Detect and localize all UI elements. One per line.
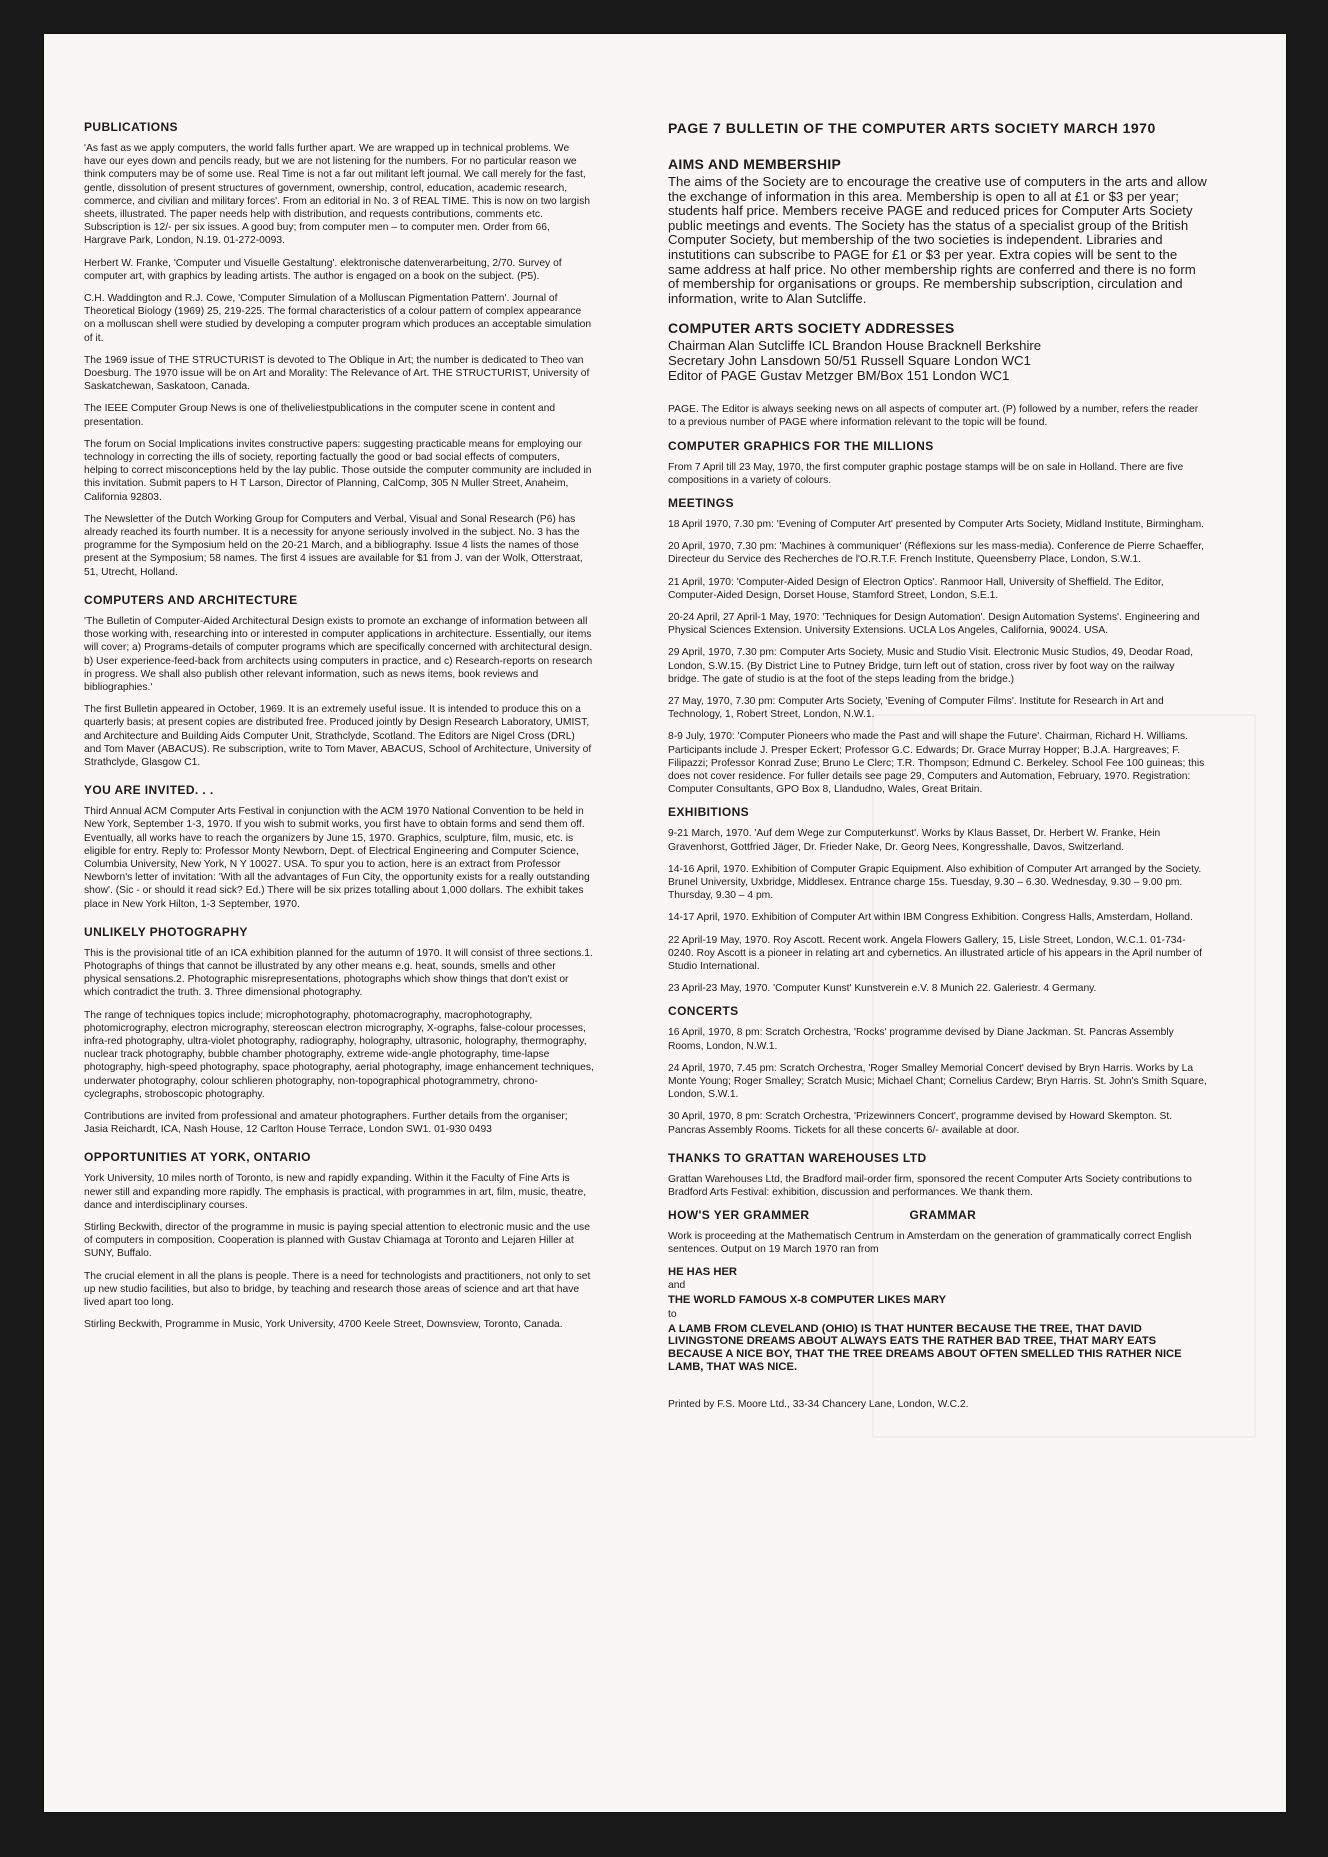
address-list xyxy=(668,339,1208,383)
address-line: Editor of PAGE Gustav Metzger BM/Box 151 London WC1 xyxy=(668,367,1010,383)
list-item: 29 April, 1970, 7.30 pm: Computer Arts Society, Music and Studio Visit. Electronic Music Studios, 49, Deodar Road, London, S.W.15. (By District Line to Putney Bridge, turn left out of station, cross river by foot way on the railway bridge. The gate of studio is at the foot of the steps leading from the bridge.) xyxy=(668,647,1194,685)
right-column xyxy=(668,120,1208,1410)
paragraph: Stirling Beckwith, director of the programme in music is paying special attention to electronic music and the use of computers in composition. Cooperation is planned with Gustav Chiamaga at Toronto and Lejaren Hiller at SUNY, Buffalo. xyxy=(84,1222,590,1260)
paragraph: Contributions are invited from professional and amateur photographers. Further details from the organiser; Jasia Reichardt, ICA, Nash House, 12 Carlton House Terrace, London SW1. 01-930 0493 xyxy=(84,1110,568,1136)
masthead: PAGE 7 BULLETIN OF THE COMPUTER ARTS SOCIETY MARCH 1970 xyxy=(668,120,1156,136)
list-item: 24 April, 1970, 7.45 pm: Scratch Orchestra, 'Roger Smalley Memorial Concert' devised by Bryn Harris. Works by La Monte Young; Roger Smalley; Scratch Music; Michael Chant; Cornelius Cardew; Bryn Harris. St. John's Smith Square, London, S.W.1. xyxy=(668,1062,1207,1101)
section-york xyxy=(84,1150,594,1331)
list-item: 18 April 1970, 7.30 pm: 'Evening of Computer Art' presented by Computer Arts Society, Midland Institute, Birmingham. xyxy=(668,518,1205,530)
paragraph: The aims of the Society are to encourage the creative use of computers in the arts and allow the exchange of information in this area. Membership is open to all at £1 or $3 per year; students half price. Members receive PAGE and reduced prices for Computer Arts Society public meetings and events. The Society has the status of a specialist group of the British Computer Society, but membership of the two societies is independent. Libraries and instutitions can subscribe to PAGE for £1 or $3 per year. Extra copies will be sent to the same address at half price. No other membership rights are conferred and there is no form of membership for organisations or groups. Re membership subscription, circulation and information, write to Alan Sutcliffe. xyxy=(668,174,1207,306)
section-heading: OPPORTUNITIES AT YORK, ONTARIO xyxy=(84,1150,311,1165)
left-column xyxy=(84,120,594,1345)
section-heading: MEETINGS xyxy=(668,495,734,510)
address-line: Secretary John Lansdown 50/51 Russell Square London WC1 xyxy=(668,352,1031,368)
paragraph: The Newsletter of the Dutch Working Group for Computers and Verbal, Visual and Sonal Research (P6) has already reached its fourth number. It is a necessity for anyone seriously involved in the subject. No. 3 has the programme for the Symposium held on the 20-21 March, and a bibliography. Issue 4 lists the names of those present at the Symposium; 58 names. The first 4 issues are available for $1 from J. van der Wolk, Otterstraat, 51, Utrecht, Holland. xyxy=(84,513,583,578)
paragraph: Grattan Warehouses Ltd, the Bradford mail-order firm, sponsored the recent Computer Arts Society contributions to Bradford Arts Festival: exhibition, discussion and performances. We thank them. xyxy=(668,1173,1192,1199)
printer-imprint: Printed by F.S. Moore Ltd., 33-34 Chancery Lane, London, W.C.2. xyxy=(668,1399,969,1411)
list-item: 14-17 April, 1970. Exhibition of Computer Art within IBM Congress Exhibition. Congress Halls, Amsterdam, Holland. xyxy=(668,912,1193,924)
section-heading: COMPUTERS AND ARCHITECTURE xyxy=(84,592,298,607)
section-heading: COMPUTER ARTS SOCIETY ADDRESSES xyxy=(668,320,955,337)
section-concerts xyxy=(668,1004,1208,1136)
paragraph: The forum on Social Implications invites constructive papers: suggesting practicable means for employing our technology in correcting the ills of society, reporting factually the good or bad social effects of computers, helping to correct misconceptions held by the lay public. Those outside the computer community are included in this invitation. Submit papers to H T Larson, Director of Planning, CalComp, 305 N Muller Street, Anaheim, California 92803. xyxy=(84,438,592,503)
section-addresses xyxy=(668,320,1208,383)
section-publications xyxy=(84,120,594,579)
list-item: 23 April-23 May, 1970. 'Computer Kunst' Kunstverein e.V. 8 Munich 22. Galeriestr. 4 Germany. xyxy=(668,983,1097,995)
section-grammer xyxy=(668,1208,1208,1373)
section-heading: AIMS AND MEMBERSHIP xyxy=(668,156,842,172)
section-architecture xyxy=(84,593,594,769)
list-item: 8-9 July, 1970: 'Computer Pioneers who made the Past and will shape the Future'. Chairman, Richard H. Williams. Participants include J. Presper Eckert; Professor G.C. Edwards; Dr. Grace Murray Hopper; B.J.A. Hargreaves; F. Filipazzi; Professor Konrad Zuse; Bruno Le Clerc; T.R. Thompson; Edmund C. Berkeley. School Fee 100 guineas; this does not cover residence. For fuller details see page 29, Computers and Automation, February, 1970. Registration: Computer Consultants, GPO Box 8, Llandudno, Wales, Great Britain. xyxy=(668,731,1205,796)
paragraph: 'The Bulletin of Computer-Aided Architectural Design exists to promote an exchange of information between all those working with, researching into or interested in computer applications in architecture. Essentially, our items will cover; a) Programs-details of computer programs which are specifically concerned with architectural design. b) User experience-feed-back from architects using computers in practice, and c) Research-reports on research in progress. We shall also publish other relevant information, such as news items, book reviews and bibliographies.' xyxy=(84,615,593,693)
section-heading-alt: GRAMMAR xyxy=(909,1208,977,1223)
address-line: Chairman Alan Sutcliffe ICL Brandon House Bracknell Berkshire xyxy=(668,338,1042,354)
section-heading: PUBLICATIONS xyxy=(84,120,178,134)
list-item: 20-24 April, 27 April-1 May, 1970: 'Techniques for Design Automation'. Design Automation Systems'. Engineering and Physical Sciences Extension. University Extensions. UCLA Los Angeles, California, 90024. USA. xyxy=(668,611,1200,637)
paragraph: Stirling Beckwith, Programme in Music, York University, 4700 Keele Street, Downsview, Toronto, Canada. xyxy=(84,1319,563,1331)
section-meetings xyxy=(668,496,1208,796)
grammar-output: HE HAS HER xyxy=(668,1265,737,1278)
section-invited xyxy=(84,783,594,911)
list-item: 14-16 April, 1970. Exhibition of Computer Grapic Equipment. Also exhibition of Computer Art arranged by the Society. Brunel University, Uxbridge, Middlesex. Entrance charge 15s. Tuesday, 9.30 – 6.30. Wednesday, 9.30 – 9.00 pm. Thursday, 9.30 – 4 pm. xyxy=(668,863,1202,902)
paragraph: This is the provisional title of an ICA exhibition planned for the autumn of 1970. It will consist of three sections.1. Photographs of things that cannot be illustrated by any other means e.g. heat, sounds, smells and other physical sensations.2. Photographic misrepresentations, photographs which show things that don't exist or which contradict the truth. 3. Three dimensional photography. xyxy=(84,947,593,999)
list-item: 20 April, 1970, 7.30 pm: 'Machines à communiquer' (Réflexions sur les mass-media). Conference de Pierre Schaeffer, Directeur du Service des Recherches de l'O.R.T.F. French Institute, Queensberry Place, London, S.W.1. xyxy=(668,541,1205,566)
paragraph: From 7 April till 23 May, 1970, the first computer graphic postage stamps will be on sale in Holland. There are five compositions in a variety of colours. xyxy=(668,461,1184,486)
list-item: 27 May, 1970, 7.30 pm: Computer Arts Society, 'Evening of Computer Films'. Institute for Research in Art and Technology, 1, Robert Street, London, N.W.1. xyxy=(668,695,1164,721)
document-page xyxy=(44,34,1286,1812)
list-item: 30 April, 1970, 8 pm: Scratch Orchestra, 'Prizewinners Concert', programme devised by Howard Skempton. St. Pancras Assembly Rooms. Tickets for all these concerts 6/- available at door. xyxy=(668,1111,1173,1136)
list-item: 22 April-19 May, 1970. Roy Ascott. Recent work. Angela Flowers Gallery, 15, Lisle Street, London, W.C.1. 01-734-0240. Roy Ascott is a pioneer in relating art and cybernetics. An illustrated article of his appears in the April number of Studio International. xyxy=(668,934,1203,973)
paragraph: The range of techniques topics include; microphotography, photomacrography, macrophotography, photomicrography, electron micrography, stereoscan electron micrography, X-ographs, false-colour processes, infra-red photography, ultra-violet photography, radiography, holography, ultrasonic, holography, thermography, nuclear track photography, bubble chamber photography, extreme wide-angle photography, time-lapse photography, high-speed photography, space photography, aerial photography, image enhancement techniques, underwater photography, colour schlieren photography, non-topographical photogrammetry, chrono-cyclegraphs, stroboscopic photography. xyxy=(84,1009,594,1100)
section-heading: CONCERTS xyxy=(668,1004,739,1019)
grammar-connector: to xyxy=(668,1308,677,1320)
grammar-output: THE WORLD FAMOUS X-8 COMPUTER LIKES MARY xyxy=(668,1294,947,1307)
section-heading: UNLIKELY PHOTOGRAPHY xyxy=(84,924,248,939)
section-aims xyxy=(668,156,1208,306)
section-heading: YOU ARE INVITED. . . xyxy=(84,783,214,798)
paragraph: 'As fast as we apply computers, the world falls further apart. We are wrapped up in technical problems. We have our eyes down and pencils ready, but we are not listening for the numbers. For no particular reason we think computers may be of some use. Real Time is not a far out militant left journal. We call merely for the fast, gentle, dissolution of present structures of government, ownership, control, education, academic research, commerce, and civilian and military forces'. From an editorial in No. 3 of REAL TIME. This is now on two largish sheets, illustrated. The paper needs help with distribution, and requests contributions, comments etc. Subscription is 12/- per six issues. A good buy; from computer men – to computer men. Order from 66, Hargrave Park, London, N.19. 01-272-0093. xyxy=(84,143,590,247)
grammar-connector: and xyxy=(668,1280,686,1292)
section-thanks xyxy=(668,1151,1208,1199)
paragraph: The IEEE Computer Group News is one of theliveliestpublications in the computer scene in content and presentation. xyxy=(84,403,556,428)
paragraph: C.H. Waddington and R.J. Cowe, 'Computer Simulation of a Molluscan Pigmentation Pattern'. Journal of Theoretical Biology (1969) 25, 219-225. The formal characteristics of a colour pattern of complex appearance on a molluscan shell were studied by developing a computer program which produces an acceptable simulation of it. xyxy=(84,293,592,344)
paragraph: Work is proceeding at the Mathematisch Centrum in Amsterdam on the generation of grammatically correct English sentences. Output on 19 March 1970 ran from xyxy=(668,1231,1192,1256)
section-heading: THANKS TO GRATTAN WAREHOUSES LTD xyxy=(668,1150,927,1165)
paragraph: Herbert W. Franke, 'Computer und Visuelle Gestaltung'. elektronische datenverarbeitung, 2/70. Survey of computer art, with graphics by leading artists. The author is engaged on a book on the subject. (P5). xyxy=(84,257,562,282)
grammar-output: A LAMB FROM CLEVELAND (OHIO) IS THAT HUNTER BECAUSE THE TREE, THAT DAVID LIVINGSTONE DREAMS ABOUT ALWAYS EATS THE RATHER BAD TREE, THAT MARY EATS BECAUSE A NICE BOY, THAT THE TREE DREAMS ABOUT OFTEN SMELLED THIS RATHER NICE LAMB, THAT WAS NICE. xyxy=(668,1322,1182,1373)
list-item: 16 April, 1970, 8 pm: Scratch Orchestra, 'Rocks' programme devised by Diane Jackman. St. Pancras Assembly Rooms, London, N.W.1. xyxy=(668,1027,1174,1052)
section-heading: EXHIBITIONS xyxy=(668,805,750,820)
section-heading: HOW'S YER GRAMMER xyxy=(668,1208,810,1223)
paragraph: The first Bulletin appeared in October, 1969. It is an extremely useful issue. It is intended to produce this on a quarterly basis; at present copies are distributed free. Produced jointly by Design Research Laboratory, UMIST, and Architecture and Building Aids Computer Unit, Strathclyde, Scotland. The Editors are Nigel Cross (DRL) and Tom Maver (ABACUS). Re subscription, write to Tom Maver, ABACUS, School of Architecture, University of Strathclyde, Glasgow C1. xyxy=(84,704,592,768)
editor-note: PAGE. The Editor is always seeking news on all aspects of computer art. (P) followed by a number, refers the reader to a previous number of PAGE where information relevant to the topic will be found. xyxy=(668,404,1199,429)
paragraph: The 1969 issue of THE STRUCTURIST is devoted to The Oblique in Art; the number is dedicated to Theo van Doesburg. The 1970 issue will be on Art and Morality: The Relevance of Art. THE STRUCTURIST, University of Saskatchewan, Saskatoon, Canada. xyxy=(84,354,590,393)
section-heading: COMPUTER GRAPHICS FOR THE MILLIONS xyxy=(668,438,934,453)
paragraph: Third Annual ACM Computer Arts Festival in conjunction with the ACM 1970 National Convention to be held in New York, September 1-3, 1970. If you wish to submit works, you first have to obtain forms and send them off. Eventually, all works have to reach the organizers by June 15, 1970. Graphics, sculpture, film, music, etc. is eligible for entry. Reply to: Professor Monty Newborn, Dept. of Electrical Engineering and Computer Science, Columbia University, New York, N Y 10027. USA. To spur you to action, here is an extract from Professor Newborn's letter of invitation: 'With all the advantages of Fun City, the opportunity exists for a really outstanding show'. (Sic - or should it read sick? Ed.) There will be six prizes totalling about 1,000 dollars. The exhibit takes place in New York Hilton, 1-3 September, 1970. xyxy=(84,806,590,910)
paragraph: York University, 10 miles north of Toronto, is new and rapidly expanding. Within it the Faculty of Fine Arts is newer still and expanding more rapidly. The emphasis is practical, with programmes in art, film, music, theatre, dance and interdisciplinary courses. xyxy=(84,1173,587,1211)
section-photography xyxy=(84,925,594,1137)
list-item: 21 April, 1970: 'Computer-Aided Design of Electron Optics'. Ranmoor Hall, University of Sheffield. The Editor, Computer-Aided Design, Dorset House, Stamford Street, London, S.E.1. xyxy=(668,576,1164,601)
section-millions xyxy=(668,439,1208,487)
grammer-heading-row xyxy=(668,1208,1208,1230)
section-exhibitions xyxy=(668,805,1208,995)
paragraph: The crucial element in all the plans is people. There is a need for technologists and practitioners, not only to set up new studio facilities, but also to bridge, by teaching and research those areas of science and art that have lived apart too long. xyxy=(84,1270,591,1309)
list-item: 9-21 March, 1970. 'Auf dem Wege zur Computerkunst'. Works by Klaus Basset, Dr. Herbert W. Franke, Hein Gravenhorst, Gottfried Jäger, Dr. Frieder Nake, Dr. Georg Nees, Kongresshalle, Davos, Switzerland. xyxy=(668,828,1161,853)
